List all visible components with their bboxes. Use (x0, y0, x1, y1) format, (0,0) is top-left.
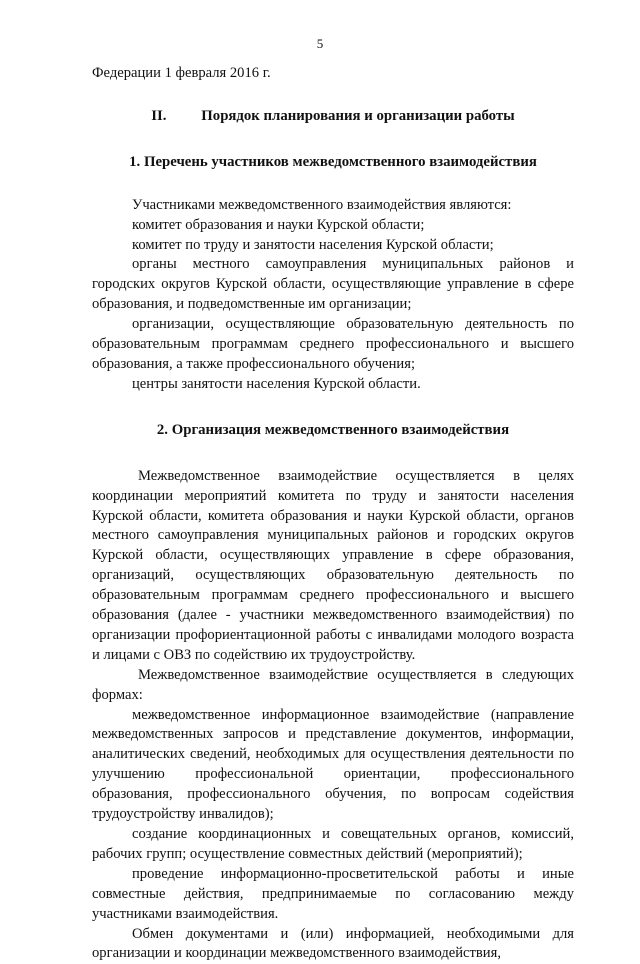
intro-line: Федерации 1 февраля 2016 г. (92, 65, 271, 81)
paragraph: организации, осуществляющие образовательную деятельность по образовательным программам среднего профессионального и высшего образования, а также профессионального обучения; (92, 316, 574, 372)
section-number: II. (151, 107, 167, 124)
paragraph: Участниками межведомственного взаимодействия являются: (132, 196, 512, 213)
paragraph: органы местного самоуправления муниципальных районов и городских округов Курской области, осуществляющие управление в сфере образования, и подведомственные им организации; (92, 256, 574, 313)
paragraph: проведение информационно-просветительской работы и иные совместные действия, предпринимаемые по согласованию между участниками взаимодействия. (92, 865, 574, 922)
subsection2-title: 2. Организация межведомственного взаимодействия (156, 421, 510, 438)
subsection1-title: 1. Перечень участников межведомственного взаимодействия (129, 153, 537, 170)
paragraph: Межведомственное взаимодействие осуществляется в следующих формах: (92, 666, 574, 703)
paragraph: создание координационных и совещательных органов, комиссий, рабочих групп; осуществление совместных действий (мероприятий); (92, 826, 574, 862)
section-heading (92, 107, 574, 127)
section-title: Порядок планирования и организации работы (201, 107, 515, 124)
paragraph: межведомственное информационное взаимодействие (направление межведомственных запросов и представление документов, информации, аналитических сведений, необходимых для осуществления деятельности по улучшению профессиональной ориентации, профессионального образования, профессионального обучения, по вопросам содействия трудоустройству инвалидов); (92, 706, 574, 823)
page-number: 5 (316, 36, 324, 51)
paragraph: комитет по труду и занятости населения Курской области; (132, 236, 494, 253)
page-content (92, 64, 574, 964)
paragraph: центры занятости населения Курской области. (132, 375, 421, 392)
paragraph: комитет образования и науки Курской области; (132, 216, 425, 233)
paragraph: Межведомственное взаимодействие осуществляется в целях координации мероприятий комитета по труду и занятости населения Курской области, комитета образования и науки Курской области, органов местного самоуправления муниципальных районов и городских округов Курской области, осуществляющих управление в сфере образования, организаций, осуществляющих образовательную деятельность по образовательным программам среднего профессионального и высшего образования (далее - участники межведомственного взаимодействия) по организации профориентационной работы с инвалидами молодого возраста и лицами с ОВЗ по содействию их трудоустройству. (92, 467, 574, 663)
paragraph: Обмен документами и (или) информацией, необходимыми для организации и координации межведомственного взаимодействия, (92, 925, 574, 962)
